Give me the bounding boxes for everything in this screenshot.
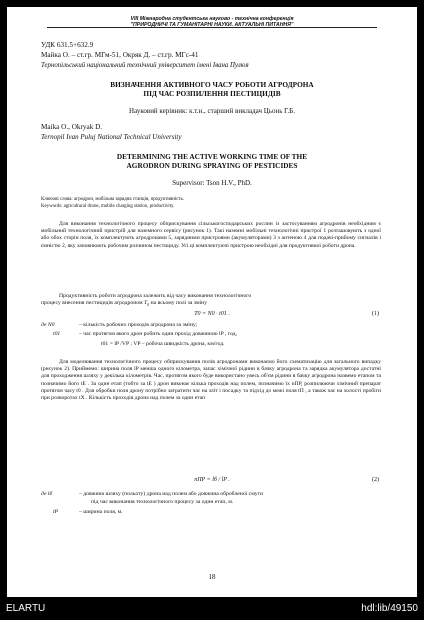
conference-header-line2: "ПРИРОДНИЧІ ТА ГУМАНІТАРНІ НАУКИ. АКТУАЛЬНІ ПИТАННЯ" <box>130 22 294 28</box>
definition-lb-text: – довжина шляху (польоту) дрона над полем або довжина обробленої смуги <box>79 491 264 497</box>
paragraph-2-line1: Продуктивність роботи агродрона залежить від часу виконання технологічного <box>59 293 252 299</box>
paragraph-2-line2 <box>41 300 207 307</box>
conference-header-line1: VIII Міжнародна студентська науково - технічна конференція <box>130 16 294 22</box>
paragraph-2-tail: на всьому полі за зміну <box>150 300 208 306</box>
definition-n0-symbol: де N0 <box>41 322 55 328</box>
paragraph-2-text: процесу внесення пестицидів агродроном <box>41 300 143 306</box>
authors-en: Maika O., Okryak D. <box>41 123 103 131</box>
equation-1: T0 = N0 · t01 . <box>194 311 230 317</box>
definition-lb-symbol: де lб <box>41 491 53 497</box>
affiliation-ua: Тернопільський національний технічний університет імені Івана Пулюя <box>41 62 249 69</box>
definition-lp-symbol: lP <box>53 509 59 515</box>
handle-link[interactable]: hdl:lib/49150 <box>361 603 418 614</box>
definition-n0-text: – кількість робочих проходів агродрона за зміну; <box>79 322 198 328</box>
title-ua-line1: ВИЗНАЧЕННЯ АКТИВНОГО ЧАСУ РОБОТИ АГРОДРОНА <box>110 80 314 89</box>
definition-lb-text-2: під час виконання технологічного процесу за один етап, м. <box>91 499 234 505</box>
supervisor-ua: Науковий керівник: к.т.н., старший викладач Цьонь Г.Б. <box>129 107 295 115</box>
symbol-t-sub: 0 <box>147 302 150 308</box>
paragraph-1: Для виконання технологічного процесу обприскування сільськогосподарських рослин із застосуванням агродронів необхідним є мобільний технологічний пристрій для наземного сервісу (рисунок 1). Такі наземні мобільні технологічні пристрої 1 розташовують з одної або обох сторін поля, їх комплектують агродронами 5, зарядними пристроями (акумуляторами) 3 з антеною 4 для подачі-прийому сигналів і ємністю 2, яку заповнюють робочим розчином пестициду. Усі ці комплектуючі пристрою необхідні для продуктивної роботи дрона. <box>41 221 381 249</box>
symbol-t0 <box>144 300 149 306</box>
authors-ua: Майка О. – ст.гр. МГм-51, Окряк Д. – ст.гр. МГс-41 <box>41 51 199 59</box>
definition-lp-text: – ширина поля, м. <box>79 509 123 515</box>
definition-t01-symbol: t01 <box>53 331 61 337</box>
keywords-ua: Ключові слова: агродрон, мобільна зарядна станція, продуктивність. <box>41 197 184 202</box>
equation-2-number: (2) <box>372 477 379 483</box>
paragraph-3: Для моделювання технологічного процесу обприскування полів агродронами виконаємо його схематизацію для загального випадку (рисунок 2). Приймемо: ширина поля lP менша одного кілометра, запас хімічної рідини в бачку агродрона та зарядка акумулятора достатні для проходження шляху у декілька кілометрів. Час, протягом якого буде використано увесь об'єм рідини в бачку агродрона назвемо етапом та позначимо його tE . За один етап (тобто за tE ) дрон виконає кілька проходів над полем, позначимо їх nПР, розпилюючи хімічний препарат протягом часу t0 . Для обробки поля дрону потрібно затратити час на зліт і посадку та підхід до межі поля tП , а також час на холості пробіги при розворотах tX . Кількість проходів дрона над полем за один етап <box>41 359 381 402</box>
equation-2: nПР = lб / lP . <box>194 477 230 483</box>
title-en-line2: AGRODRON DURING SPRAYING OF PESTICIDES <box>126 161 298 170</box>
title-en-line1: DETERMINING THE ACTIVE WORKING TIME OF THE <box>116 152 308 161</box>
definition-t01-text: – час протягом якого дрон робить один прохід довжиною lP , год, <box>79 331 237 337</box>
paper-page <box>7 7 417 597</box>
repository-name: ELARTU <box>6 603 46 614</box>
header-rule <box>47 27 377 28</box>
page-number: 18 <box>208 573 216 581</box>
definition-t01-formula: t01 = lP /VP ; VP – робоча швидкість дрона, км/год. <box>101 341 225 347</box>
supervisor-en: Supervisor: Tson H.V., PhD. <box>172 179 252 187</box>
repository-footer <box>0 597 424 620</box>
affiliation-en: Ternopil Ivan Puluj National Technical University <box>41 133 182 141</box>
udc-code: УДК 631.5+632.9 <box>41 41 94 49</box>
symbol-t: T <box>144 300 148 306</box>
title-ua-line2: ПІД ЧАС РОЗПИЛЕННЯ ПЕСТИЦИДІВ <box>143 89 281 98</box>
keywords-en: Keywords: agricultural drone, mobile charging station, productivity. <box>41 204 175 209</box>
equation-1-number: (1) <box>372 311 379 317</box>
